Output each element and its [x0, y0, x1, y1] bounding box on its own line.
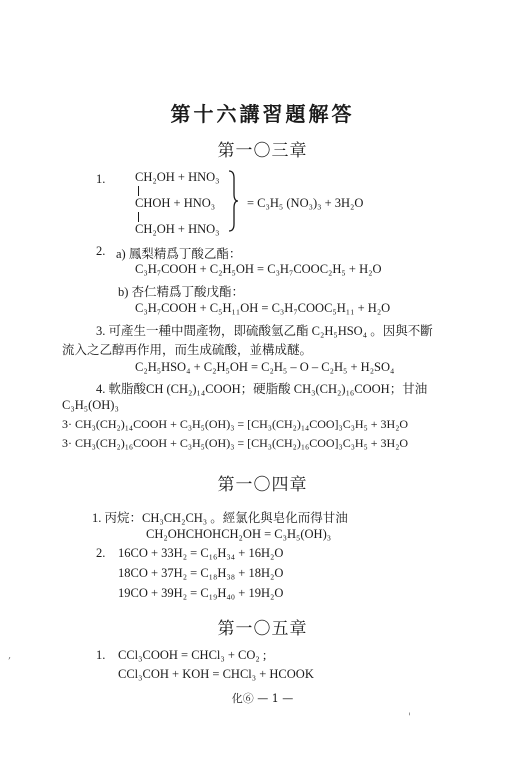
ch103-q3-line2: 流入之乙醇再作用，而生成硫酸，並構成醚。 — [62, 343, 313, 357]
chapter-105-heading: 第一〇五章 — [217, 619, 308, 639]
ch103-q1-line2: CHOH + HNO₃ — [135, 196, 216, 210]
right-brace-icon — [228, 170, 238, 232]
ch103-q2a-equation: C₃H₇COOH + C₂H₅OH = C₃H₇COOC₂H₅ + H₂O — [135, 262, 382, 276]
page-footer: 化⑥ — 1 — — [231, 692, 294, 705]
ch105-q1-number: 1. — [96, 648, 106, 662]
ch103-q1-result: = C₃H₅ (NO₃)₃ + 3H₂O — [247, 196, 364, 210]
ch105-q1-equation1: CCl₃COOH = CHCl₃ + CO₂ ; — [118, 648, 267, 662]
page-title: 第十六講習題解答 — [170, 102, 355, 126]
ch104-q1-equation: CH₂OHCHOHCH₂OH = C₃H₅(OH)₃ — [146, 527, 332, 541]
bond-line — [138, 186, 139, 196]
ch104-q2-number: 2. — [96, 546, 106, 560]
ch103-q1-line3: CH₂OH + HNO₃ — [135, 222, 220, 236]
ch103-q1-number: 1. — [96, 172, 106, 186]
ch103-q2b-label: b) 杏仁精爲丁酸戊酯： — [118, 285, 245, 299]
ch104-q1-line: 1. 丙烷：CH₃CH₂CH₃ 。經氯化與皂化而得甘油 — [92, 511, 348, 525]
ch103-q3-line1: 3. 可產生一種中間產物，即硫酸氫乙酯 C₂H₅HSO₄ 。因與不斷 — [96, 324, 433, 338]
ch103-q2-number: 2. — [96, 244, 106, 258]
chapter-104-heading: 第一〇四章 — [217, 475, 308, 495]
ch104-q2-equation1: 16CO + 33H₂ = C₁₆H₃₄ + 16H₂O — [118, 546, 284, 560]
ch104-q2-equation3: 19CO + 39H₂ = C₁₉H₄₀ + 19H₂O — [118, 586, 284, 600]
ch105-q1-equation2: CCl₃COH + KOH = CHCl₃ + HCOOK — [118, 667, 314, 681]
ch103-q3-equation: C₂H₅HSO₄ + C₂H₅OH = C₂H₅ – O – C₂H₅ + H₂SO₄ — [135, 360, 395, 374]
chapter-103-heading: 第一〇三章 — [217, 141, 308, 161]
ch103-q1-line1: CH₂OH + HNO₃ — [135, 170, 220, 184]
ch103-q2b-equation: C₃H₇COOH + C₅H₁₁OH = C₃H₇COOC₅H₁₁ + H₂O — [135, 301, 391, 315]
bond-line — [138, 212, 139, 222]
scan-speck: ' — [408, 712, 411, 723]
ch103-q4-line1: 4. 軟脂酸CH (CH₂)₁₄COOH；硬脂酸 CH₃(CH₂)₁₆COOH；甘油 — [96, 382, 428, 396]
ch104-q2-equation2: 18CO + 37H₂ = C₁₈H₃₈ + 18H₂O — [118, 566, 284, 580]
scan-speck: , — [8, 650, 12, 661]
ch103-q2a-label: a) 鳳梨精爲丁酸乙酯： — [116, 247, 242, 261]
ch103-q4-equation2: 3· CH₃(CH₂)₁₆COOH + C₃H₅(OH)₃ = [CH₃(CH₂)₁₆COO]₃C₃H₅ + 3H₂O — [62, 436, 409, 450]
ch103-q4-equation1: 3· CH₃(CH₂)₁₄COOH + C₃H₅(OH)₃ = [CH₃(CH₂)₁₄COO]₃C₃H₅ + 3H₂O — [62, 417, 409, 431]
ch103-q4-line2: C₃H₅(OH)₃ — [62, 398, 119, 412]
